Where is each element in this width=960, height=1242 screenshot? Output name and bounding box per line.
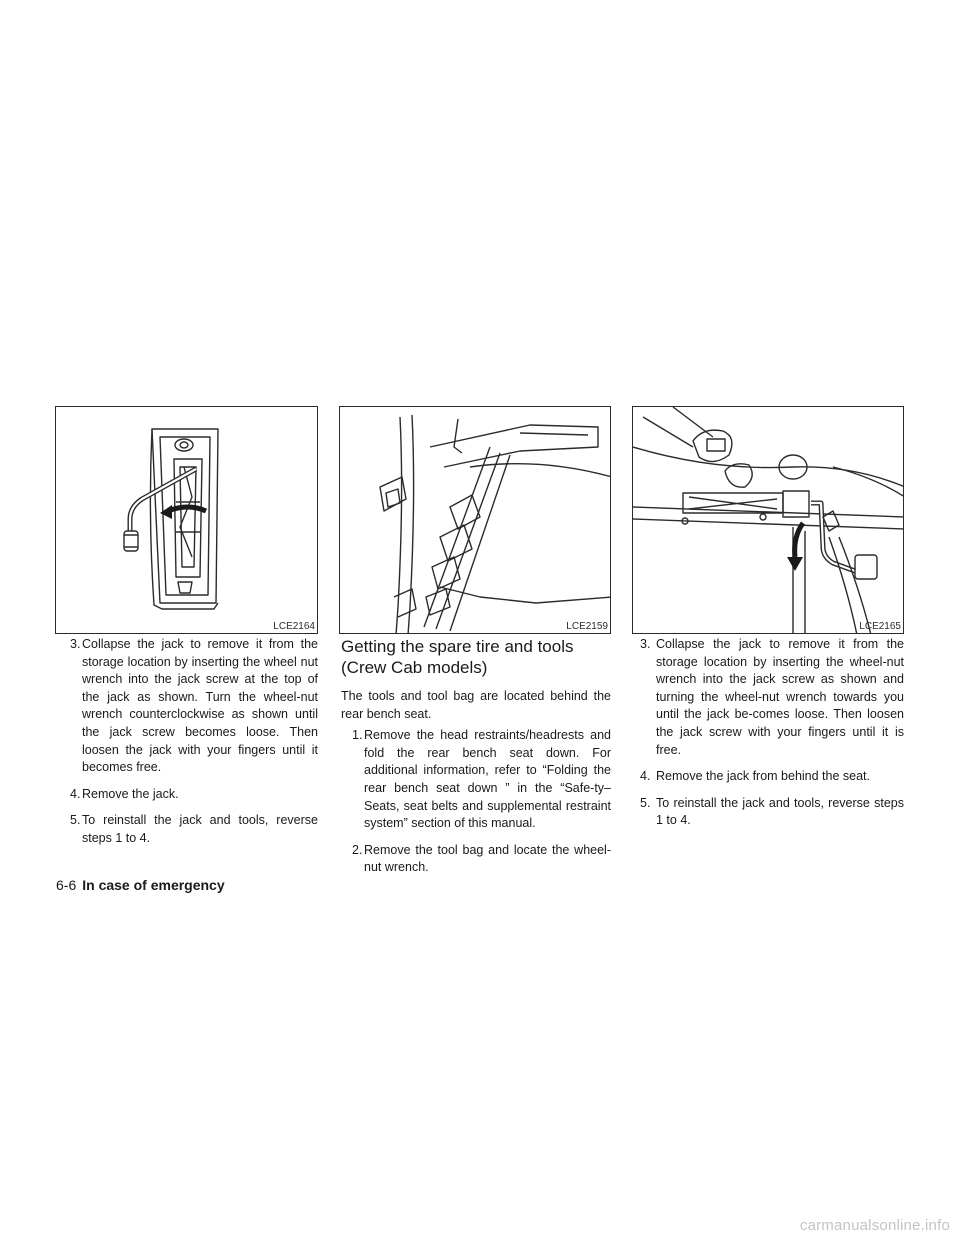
step-list <box>632 636 904 830</box>
step-number: 4. <box>640 769 651 784</box>
step-text: Remove the tool bag and locate the wheel-nut wrench. <box>364 842 611 875</box>
step-number: 1. <box>352 728 363 743</box>
list-item <box>632 795 904 830</box>
page-number: 6-6 <box>56 877 77 893</box>
figure-tool-bag <box>339 406 611 634</box>
figure-jack-storage <box>55 406 318 634</box>
step-list <box>55 636 318 848</box>
jack-behind-seat-illustration <box>633 407 904 634</box>
list-item <box>55 636 318 777</box>
step-text: Remove the jack. <box>82 786 179 801</box>
step-text: Remove the head restraints/headrests and fold the rear bench seat down. For additional information, refer to “Folding the rear bench seat down ” in the “Safe-ty–Seats, seat belts and supplemental restraint system” section of this manual. <box>364 728 611 831</box>
step-text: To reinstall the jack and tools, reverse steps 1 to 4. <box>656 795 904 828</box>
list-item <box>55 812 318 847</box>
section-heading: Getting the spare tire and tools (Crew Cab models) <box>341 637 574 677</box>
column-right <box>632 636 904 839</box>
step-number: 2. <box>352 842 363 857</box>
intro-paragraph: The tools and tool bag are located behind the rear bench seat. <box>341 689 611 721</box>
list-item <box>55 786 318 804</box>
step-number: 4. <box>70 786 81 801</box>
tool-bag-illustration <box>340 407 611 634</box>
section-title: In case of emergency <box>82 877 225 893</box>
page-footer <box>56 876 225 894</box>
step-text: Collapse the jack to remove it from the storage location by inserting the wheel nut wrench into the jack screw at the top of the jack as shown. Turn the wheel-nut wrench counterclockwise as shown until the jack screw becomes loose. Then loosen the jack with your fingers until it becomes free. <box>82 637 318 775</box>
step-text: Remove the jack from behind the seat. <box>656 769 871 784</box>
step-text: Collapse the jack to remove it from the storage location by inserting the wheel-nut wrench into the jack screw as shown and turning the wheel-nut wrench towards you until the jack be-comes loose. Then loosen the jack screw with your fingers until it is free. <box>656 637 904 757</box>
step-text: To reinstall the jack and tools, reverse steps 1 to 4. <box>82 813 318 845</box>
step-number: 5. <box>640 795 651 810</box>
figure-jack-behind-seat <box>632 406 904 634</box>
step-number: 5. <box>70 813 81 828</box>
figure-code: LCE2159 <box>566 621 608 632</box>
watermark: carmanualsonline.info <box>799 1217 950 1234</box>
step-number: 3. <box>70 637 81 651</box>
list-item <box>339 842 611 877</box>
list-item <box>632 768 904 786</box>
column-left <box>55 636 318 857</box>
list-item <box>632 636 904 759</box>
figure-code: LCE2165 <box>859 621 901 632</box>
step-number: 3. <box>640 637 651 651</box>
figure-code: LCE2164 <box>273 621 315 632</box>
list-item <box>339 727 611 833</box>
column-middle <box>339 636 611 886</box>
jack-storage-illustration <box>56 407 318 634</box>
step-list <box>339 727 611 877</box>
